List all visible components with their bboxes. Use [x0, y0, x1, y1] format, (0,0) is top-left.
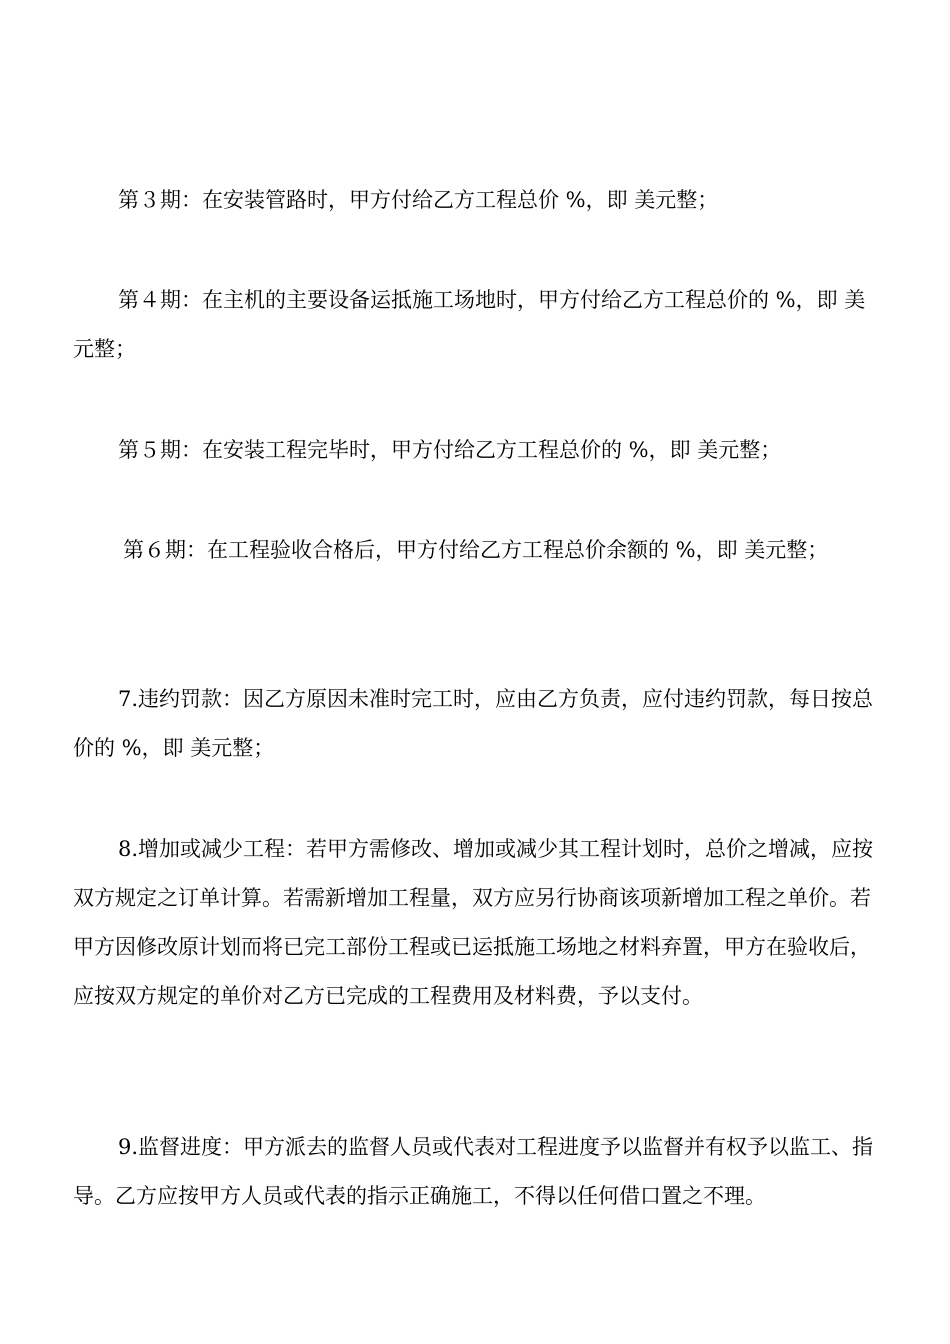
payment-installment-6: 第６期：在工程验收合格后，甲方付给乙方工程总价余额的 %，即 美元整；: [123, 538, 829, 562]
payment-installment-5: 第５期：在安装工程完毕时，甲方付给乙方工程总价的 %，即 美元整；: [118, 438, 782, 462]
clause-8-changes: 8.增加或减少工程：若甲方需修改、增加或减少其工程计划时，总价之增减，应按双方规定之订单计算。若需新增加工程量，双方应另行协商该项新增加工程之单价。若甲方因修改原计划而将已完工部份工程或已运抵施工场地之材料弃置，甲方在验收后，应按双方规定的单价对乙方已完成的工程费用及材料费，予以支付。: [73, 837, 874, 1008]
payment-installment-4: 第４期：在主机的主要设备运抵施工场地时，甲方付给乙方工程总价的 %，即 美元整；: [73, 288, 866, 361]
payment-installment-3: 第３期：在安装管路时，甲方付给乙方工程总价 %，即 美元整；: [118, 188, 719, 212]
clause-7-penalty: 7.违约罚款：因乙方原因未准时完工时，应由乙方负责，应付违约罚款，每日按总价的 %，即 美元整；: [73, 687, 874, 760]
clause-9-supervision: 9.监督进度：甲方派去的监督人员或代表对工程进度予以监督并有权予以监工、指导。乙方应按甲方人员或代表的指示正确施工，不得以任何借口置之不理。: [73, 1135, 874, 1208]
